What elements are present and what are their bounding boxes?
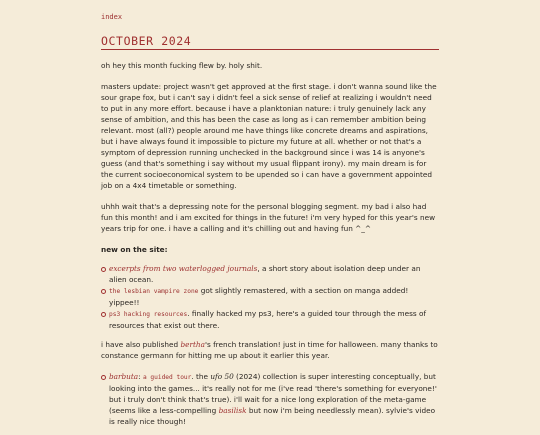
lesbian-vampire-zone-link[interactable]: the lesbian vampire zone [109,288,199,295]
page-title: OCTOBER 2024 [101,34,439,50]
list-item-text: , a short story about isolation deep under an alien ocean. [109,264,421,284]
guided-tour-link[interactable]: a guided tour [142,374,192,381]
list-item [101,263,439,285]
intro-paragraph: oh hey this month fucking flew by. holy shit. [101,61,263,70]
blog-content [101,60,439,435]
barbuta-mid1: . the [191,372,211,381]
wait-note-paragraph: uhhh wait that's a depressing note for the personal blogging segment. my bad i also had fun this month! and i am excited for things in the future! i'm very hyped for this year's new years trip for one. i have a calling and it's chilling out and having fun ^_^ [101,202,436,233]
new-on-site-heading: new on the site: [101,245,168,254]
barbuta-colon: : [138,372,143,381]
barbuta-link[interactable]: barbuta [109,372,139,381]
bertha-pre: i have also published [101,340,181,349]
barbuta-mid2: (2024) collection is super interesting conceptually, but looking into the games... it's really not for me (i've read 'there's something for everyone!' but i truly don't think that's true). i'll wait for a nice long exploration of the meta-game (seems like a less-compelling [109,372,437,415]
list-item-text: got slightly remastered, with a section on manga added! yippee!! [109,286,409,307]
ps3-hacking-link[interactable]: ps3 hacking resources [109,311,188,318]
barbuta-list [101,371,439,427]
ufo50-title: ufo 50 [210,372,234,381]
list-item [101,371,439,427]
list-item-text: . finally hacked my ps3, here's a guided tour through the mess of resources that exist out there. [109,309,427,330]
basilisk-link[interactable]: basilisk [218,406,247,415]
bertha-paragraph [101,339,439,361]
masters-update-paragraph: masters update: project wasn't get approved at the first stage. i don't wanna sound like the sour grape fox, but i can't say i didn't feel a sick sense of relief at realizing i wouldn't need to put in any more effort. because i have a planktonian nature: i truly genuinely lack any sense of ambition, and this has been the case as long as i can remember ambition being relevant. most (all?) people around me have things like concrete dreams and aspirations, but i have always found it impossible to picture my future at all. whether or not that's a symptom of depression running unchecked in the background since i was 14 is anyone's guess (and that's something i say without my usual flippant irony). my main dream is for the current socioeconomical system to be upended so i can have a government appointed job on a 4x4 timetable or something. [101,82,437,190]
new-on-site-list [101,263,439,331]
index-link[interactable]: index [101,13,123,21]
list-item [101,285,439,308]
bertha-post: 's french translation! just in time for halloween. many thanks to constance germann for hitting me up about it earlier this year. [101,340,438,360]
bertha-link[interactable]: bertha [180,340,205,349]
barbuta-post: but now i'm being needlessly mean). sylvie's video is really nice though! [109,406,436,426]
excerpts-journals-link[interactable]: excerpts from two waterlogged journals [109,264,258,273]
list-item [101,308,439,331]
